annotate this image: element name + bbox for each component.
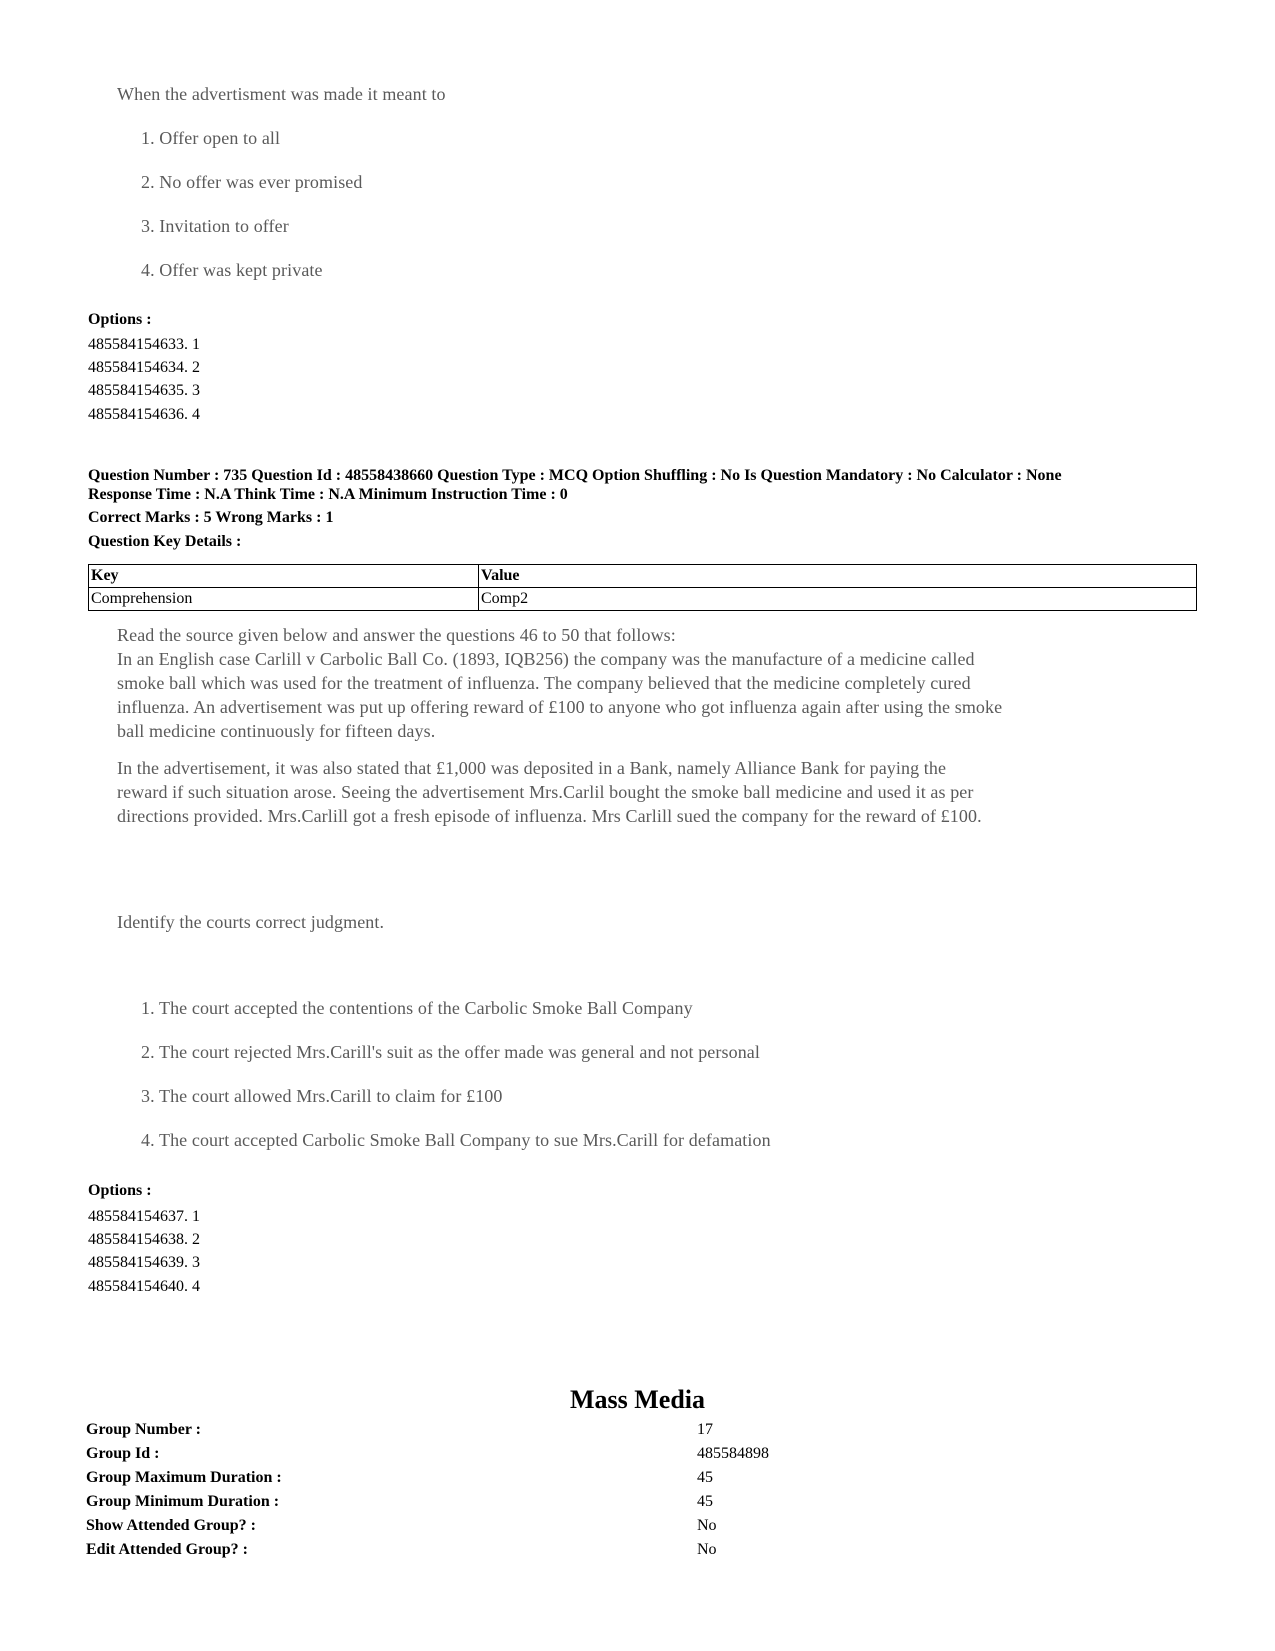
- group-info-label: Show Attended Group? :: [86, 1517, 256, 1534]
- passage-intro: Read the source given below and answer the questions 46 to 50 that follows:: [117, 625, 676, 645]
- options-label: Options :: [88, 311, 152, 328]
- question-stem: When the advertisment was made it meant to: [117, 84, 446, 104]
- key-cell: Comprehension: [89, 588, 479, 611]
- group-info-label: Group Minimum Duration :: [86, 1493, 280, 1510]
- passage: [117, 623, 1017, 743]
- question-choice: 2. No offer was ever promised: [141, 172, 363, 192]
- key-details-label: Question Key Details :: [88, 533, 242, 550]
- question-choice: 4. The court accepted Carbolic Smoke Ball Company to sue Mrs.Carill for defamation: [141, 1130, 771, 1150]
- question-key-table: [88, 564, 1197, 611]
- question-choice: 3. The court allowed Mrs.Carill to claim for £100: [141, 1086, 503, 1106]
- passage-paragraph-2: In the advertisement, it was also stated that £1,000 was deposited in a Bank, namely Alliance Bank for paying the reward if such situation arose. Seeing the advertisement Mrs.Carlil bought the smoke ball medicine and used it as per directions provided. Mrs.Carlill got a fresh episode of influenza. Mrs Carlill sued the company for the reward of £100.: [117, 758, 982, 826]
- group-info-row: [86, 1517, 1186, 1541]
- key-table-header: [89, 565, 1197, 588]
- question-meta-line1: Question Number : 735 Question Id : 48558438660 Question Type : MCQ Option Shuffling : No Is Question Mandatory : No Calculator : None: [88, 467, 1062, 484]
- option-item: 485584154639. 3: [88, 1254, 200, 1271]
- option-item: 485584154635. 3: [88, 382, 200, 399]
- option-item: 485584154638. 2: [88, 1231, 200, 1248]
- group-info-label: Edit Attended Group? :: [86, 1541, 248, 1558]
- passage-paragraph-1: In an English case Carlill v Carbolic Ball Co. (1893, IQB256) the company was the manufacture of a medicine called smoke ball which was used for the treatment of influenza. The company believed that the medicine completely cured influenza. An advertisement was put up offering reward of £100 to anyone who got influenza again after using the smoke ball medicine continuously for fifteen days.: [117, 649, 1003, 741]
- group-info-row: [86, 1469, 1186, 1493]
- key-header: Key: [89, 565, 479, 588]
- key-table-row: [89, 588, 1197, 611]
- option-item: 485584154633. 1: [88, 336, 200, 353]
- options-label: Options :: [88, 1182, 152, 1199]
- question-choice: 4. Offer was kept private: [141, 260, 323, 280]
- value-cell: Comp2: [479, 588, 1197, 611]
- question-meta: [88, 466, 1198, 504]
- group-info-label: Group Number :: [86, 1421, 201, 1438]
- group-info-row: [86, 1445, 1186, 1469]
- group-info-value: 17: [697, 1421, 713, 1438]
- option-item: 485584154640. 4: [88, 1278, 200, 1295]
- group-info-label: Group Maximum Duration :: [86, 1469, 282, 1486]
- question-stem: Identify the courts correct judgment.: [117, 912, 385, 932]
- group-info-value: No: [697, 1541, 717, 1558]
- group-info-value: 45: [697, 1493, 713, 1510]
- value-header: Value: [479, 565, 1197, 588]
- group-title: Mass Media: [569, 1385, 706, 1414]
- question-choice: 1. The court accepted the contentions of the Carbolic Smoke Ball Company: [141, 998, 693, 1018]
- question-meta-line2: Response Time : N.A Think Time : N.A Minimum Instruction Time : 0: [88, 486, 568, 503]
- group-info-row: [86, 1421, 1186, 1445]
- group-info-value: 485584898: [697, 1445, 769, 1462]
- group-info-row: [86, 1493, 1186, 1517]
- question-choice: 3. Invitation to offer: [141, 216, 289, 236]
- marks-line: Correct Marks : 5 Wrong Marks : 1: [88, 509, 334, 526]
- group-info-value: No: [697, 1517, 717, 1534]
- option-item: 485584154634. 2: [88, 359, 200, 376]
- question-choice: 2. The court rejected Mrs.Carill's suit as the offer made was general and not personal: [141, 1042, 760, 1062]
- question-choice: 1. Offer open to all: [141, 128, 281, 148]
- option-item: 485584154636. 4: [88, 406, 200, 423]
- group-info-value: 45: [697, 1469, 713, 1486]
- option-item: 485584154637. 1: [88, 1208, 200, 1225]
- group-info-row: [86, 1541, 1186, 1565]
- group-info-label: Group Id :: [86, 1445, 160, 1462]
